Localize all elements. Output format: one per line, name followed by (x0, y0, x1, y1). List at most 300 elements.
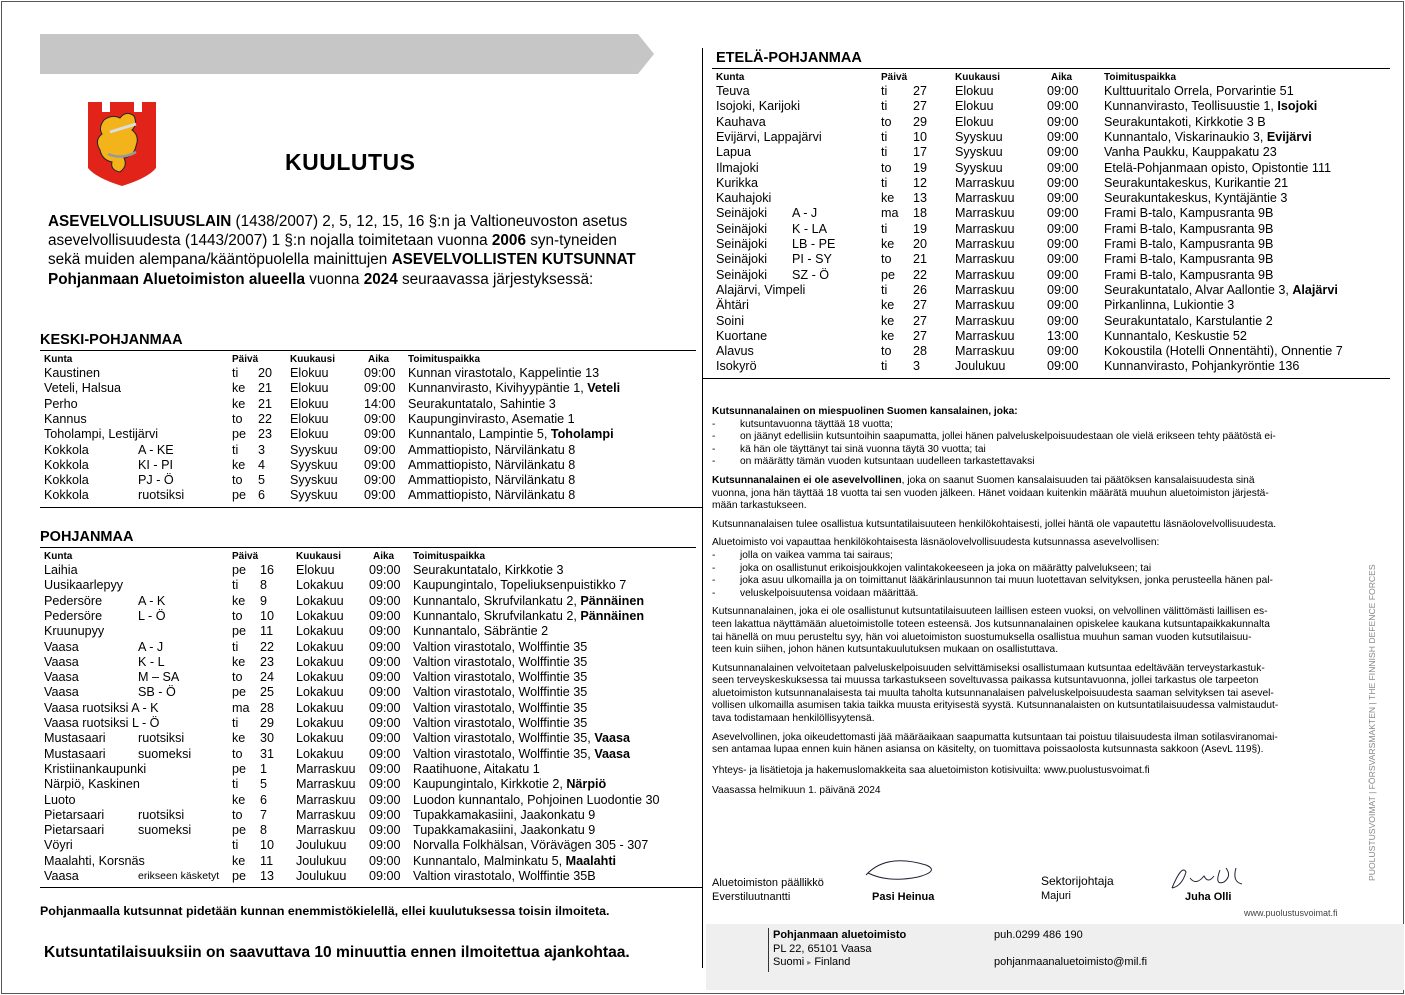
cell-day: 27 (913, 313, 928, 328)
cell-day: 22 (260, 639, 275, 654)
cell-day: 25 (260, 685, 275, 700)
section-rule-bottom (40, 887, 702, 888)
cell-time: 09:00 (369, 792, 401, 807)
cell-kunta: Lapua (716, 145, 752, 160)
cell-day: 27 (913, 99, 928, 114)
cell-wd: ti (232, 777, 239, 792)
cell-wd: ti (881, 359, 888, 374)
cell-place: Vanha Paukku, Kauppakatu 23 (1104, 145, 1277, 160)
section-title: ETELÄ-POHJANMAA (716, 50, 862, 66)
cell-sub: K - LA (792, 221, 827, 236)
cell-wd: ke (881, 298, 895, 313)
cell-wd: ma (881, 206, 899, 221)
cell-kunta: Kaustinen (44, 366, 101, 380)
cell-place: Kunnantalo, Skrufvilankatu 2, Pännäinen (413, 593, 645, 608)
cell-day: 26 (913, 282, 928, 297)
cell-kunta: Kristiinankaupunki (44, 761, 147, 776)
cell-sub: A - KE (138, 442, 174, 457)
cell-wd: pe (232, 761, 247, 776)
info-p9: Vaasassa helmikuun 1. päivänä 2024 (712, 785, 881, 797)
cell-month: Elokuu (955, 114, 994, 129)
cell-month: Lokakuu (296, 639, 344, 654)
list-item: - kutsuntavuonna täyttää 18 vuotta; (712, 418, 893, 430)
cell-time: 09:00 (369, 807, 401, 822)
cell-wd: ke (232, 593, 246, 608)
arrival-note: Kutsuntatilaisuuksiin on saavuttava 10 minuuttia ennen ilmoitettua ajankohtaa. (44, 944, 630, 961)
column-header-paiva: Päivä (232, 354, 259, 365)
footer-country: Suomi ▸ Finland (773, 956, 851, 968)
section-rule-top (40, 350, 696, 351)
cell-place: Luodon kunnantalo, Pohjoinen Luodontie 30 (413, 792, 660, 807)
cell-time: 09:00 (369, 761, 401, 776)
cell-kunta: Seinäjoki (716, 237, 768, 251)
column-header-kunta: Kunta (44, 551, 73, 562)
cell-month: Marraskuu (955, 191, 1015, 206)
cell-wd: ti (881, 84, 888, 98)
cell-time: 09:00 (369, 700, 401, 715)
cell-place: Valtion virastotalo, Wolffintie 35 (413, 700, 588, 715)
cell-time: 09:00 (364, 473, 396, 488)
cell-kunta: Soini (716, 313, 745, 328)
cell-kunta: Kauhava (716, 114, 766, 129)
cell-wd: pe (232, 624, 247, 639)
cell-time: 09:00 (1047, 267, 1079, 282)
cell-kunta: Vaasa ruotsiksi L - Ö (44, 716, 160, 730)
cell-day: 8 (260, 578, 268, 593)
cell-place: Frami B-talo, Kampusranta 9B (1104, 267, 1274, 282)
cell-day: 20 (913, 237, 928, 251)
cell-wd: to (232, 411, 243, 426)
signature-right-name: Juha Olli (1185, 891, 1232, 903)
cell-place: Kokoustila (Hotelli Onnentähti), Onnentie 7 (1104, 344, 1343, 359)
cell-time: 09:00 (1047, 129, 1079, 144)
cell-wd: ke (232, 853, 246, 868)
column-header-aika: Aika (1051, 72, 1073, 83)
column-header-aika: Aika (368, 354, 390, 365)
cell-time: 13:00 (1047, 328, 1079, 343)
cell-month: Marraskuu (296, 823, 356, 838)
cell-place: Ammattiopisto, Närvilänkatu 8 (408, 457, 576, 472)
info-p6: Kutsunnanalainen velvoitetaan palveluskelpoisuuden selvittämiseksi osallistumaan kutsuntaa edeltävään terveystarkastuk- seen terveyskeskuksessa tai muussa tarkastukseen soveltuvassa paikassa kutsuntavuonna, jollei tarkastus ole tarpeeton aluetoimiston kutsunnanalaisesta tai muulta taholta kutsunnanalaisen palveluskelpoisuudesta saaman selvityksen tai asevel- vollisen ulkomailla asumisen takia taikka muusta erityisestä syystä. Kutsunnanalaisten on kutsuntatilaisuudessa valmistaudut- tava todistamaan henkilöllisyytensä. (712, 662, 1279, 725)
cell-time: 09:00 (1047, 282, 1079, 297)
cell-kunta: Vaasa (44, 685, 79, 700)
cell-wd: ti (232, 716, 239, 730)
cell-time: 09:00 (369, 670, 401, 685)
cell-time: 09:00 (369, 578, 401, 593)
cell-month: Lokakuu (296, 593, 344, 608)
cell-time: 09:00 (1047, 252, 1079, 267)
cell-kunta: Evijärvi, Lappajärvi (716, 129, 822, 144)
list-item: - jolla on vaikea vamma tai sairaus; (712, 549, 893, 561)
cell-wd: pe (881, 267, 896, 282)
cell-place: Tupakkamakasiini, Jaakonkatu 9 (413, 823, 596, 838)
cell-kunta: Seinäjoki (716, 221, 768, 236)
cell-kunta: Ilmajoki (716, 160, 759, 175)
info-p7: Asevelvollinen, joka oikeudettomasti jää määräaikaan saapumatta kutsuntaan tai poistuu tilaisuudesta ilman sotilasviranomai- sen antamaa lupaa ennen kuin hänen asiansa on käsitelty, on tuomittava poissaolosta kutsunnasta sakkoon (AsevL 119§). (712, 731, 1278, 756)
cell-time: 09:00 (369, 823, 401, 838)
cell-day: 5 (258, 473, 266, 488)
cell-sub: K - L (138, 654, 165, 669)
cell-month: Marraskuu (955, 206, 1015, 221)
signature-left-name: Pasi Heinua (872, 891, 935, 903)
cell-wd: pe (232, 427, 247, 442)
cell-wd: ti (881, 129, 888, 144)
cell-sub: suomeksi (138, 746, 192, 761)
cell-day: 29 (260, 716, 275, 730)
cell-time: 09:00 (1047, 175, 1079, 190)
cell-wd: to (232, 473, 243, 488)
cell-time: 09:00 (369, 746, 401, 761)
column-header-paikka: Toimituspaikka (408, 354, 481, 365)
cell-place: Valtion virastotalo, Wolffintie 35B (413, 869, 596, 883)
cell-place: Kunnantalo, Skrufvilankatu 2, Pännäinen (413, 608, 645, 623)
cell-kunta: Isokyrö (716, 359, 757, 374)
column-header-aika: Aika (373, 551, 395, 562)
cell-time: 09:00 (1047, 145, 1079, 160)
cell-sub: suomeksi (138, 823, 192, 838)
cell-day: 6 (258, 488, 266, 503)
cell-sub: A - K (138, 593, 166, 608)
cell-month: Joulukuu (296, 869, 347, 883)
cell-place: Pirkanlinna, Lukiontie 3 (1104, 298, 1235, 313)
cell-sub: A - J (792, 206, 818, 221)
cell-kunta: Seinäjoki (716, 267, 768, 282)
cell-month: Elokuu (290, 381, 329, 396)
cell-place: Valtion virastotalo, Wolffintie 35 (413, 685, 588, 700)
cell-day: 10 (260, 838, 275, 853)
cell-day: 12 (913, 175, 928, 190)
cell-time: 09:00 (369, 731, 401, 746)
cell-time: 09:00 (364, 381, 396, 396)
cell-kunta: Kannus (44, 411, 87, 426)
cell-kunta: Pietarsaari (44, 823, 105, 838)
cell-sub: M – SA (138, 670, 180, 685)
cell-kunta: Kurikka (716, 175, 758, 190)
cell-month: Elokuu (290, 366, 329, 380)
cell-month: Syyskuu (955, 145, 1003, 160)
signature-right-role: Sektorijohtaja Majuri (1041, 874, 1114, 902)
info-p5: Kutsunnanalainen, joka ei ole osallistunut kutsuntatilaisuuteen laillisen esteen vuoksi, on velvollinen välittömästi laillisen es- teen lakattua näyttämään aluetoimistolle toteen esteensä. Jos kutsunnanalainen opiskelee kaukana kutsuntapaikkakunnalta tai hänellä on muu perusteltu syy, hän voi aluetoimiston suostumuksella osallistua muuhun saman vuoden kutsutilaisuu- teen kuin siihen, johon hänen kutsuntakuulutuksen mukaan on osallistuttava. (712, 606, 1270, 656)
cell-place: Seurakuntakeskus, Kyntäjäntie 3 (1104, 191, 1288, 206)
cell-wd: ke (232, 654, 246, 669)
cell-place: Kunnantalo, Viskarinaukio 3, Evijärvi (1104, 129, 1312, 144)
cell-kunta: Mustasaari (44, 731, 106, 746)
cell-time: 09:00 (1047, 99, 1079, 114)
cell-wd: to (881, 160, 892, 175)
cell-place: Kunnanvirasto, Teollisuustie 1, Isojoki (1104, 99, 1318, 114)
cell-place: Kunnantalo, Säbräntie 2 (413, 624, 549, 639)
cell-wd: ke (881, 328, 895, 343)
cell-time: 09:00 (369, 593, 401, 608)
info-p4: Aluetoimisto voi vapauttaa henkilökohtaisesta läsnäolovelvollisuudesta kutsunnassa asevelvollisen: (712, 537, 1160, 549)
cell-sub: A - J (138, 639, 164, 654)
cell-kunta: Maalahti, Korsnäs (44, 853, 145, 868)
cell-place: Ammattiopisto, Närvilänkatu 8 (408, 442, 576, 457)
cell-month: Lokakuu (296, 700, 344, 715)
cell-wd: ti (232, 838, 239, 853)
cell-day: 3 (258, 442, 266, 457)
cell-kunta: Perho (44, 396, 78, 411)
cell-day: 27 (913, 298, 928, 313)
column-header-paiva: Päivä (232, 551, 259, 562)
cell-wd: ti (881, 99, 888, 114)
cell-place: Kunnantalo, Keskustie 52 (1104, 328, 1247, 343)
cell-kunta: Kauhajoki (716, 191, 772, 206)
cell-day: 24 (260, 670, 275, 685)
cell-wd: ke (232, 381, 246, 396)
cell-day: 21 (258, 396, 273, 411)
cell-time: 09:00 (369, 777, 401, 792)
cell-place: Frami B-talo, Kampusranta 9B (1104, 237, 1274, 251)
cell-time: 09:00 (369, 838, 401, 853)
cell-time: 09:00 (1047, 206, 1079, 221)
coat-of-arms-logo (84, 102, 160, 186)
cell-time: 09:00 (1047, 84, 1079, 98)
cell-wd: ti (232, 442, 239, 457)
cell-kunta: Uusikaarlepyy (44, 578, 124, 593)
cell-month: Syyskuu (290, 473, 338, 488)
column-header-kunta: Kunta (44, 354, 73, 365)
cell-month: Elokuu (296, 563, 335, 577)
cell-month: Marraskuu (296, 777, 356, 792)
cell-day: 28 (913, 344, 928, 359)
cell-kunta: Kokkola (44, 442, 89, 457)
cell-kunta: Teuva (716, 84, 750, 98)
cell-place: Valtion virastotalo, Wolffintie 35 (413, 639, 588, 654)
cell-time: 09:00 (369, 685, 401, 700)
cell-place: Frami B-talo, Kampusranta 9B (1104, 206, 1274, 221)
cell-sub: KI - PI (138, 457, 173, 472)
cell-wd: to (881, 344, 892, 359)
cell-wd: ke (232, 792, 246, 807)
cell-kunta: Kuortane (716, 328, 768, 343)
cell-month: Marraskuu (296, 792, 356, 807)
cell-month: Marraskuu (955, 313, 1015, 328)
cell-day: 20 (258, 366, 273, 380)
cell-wd: pe (232, 823, 247, 838)
cell-wd: to (232, 608, 243, 623)
cell-month: Joulukuu (296, 853, 347, 868)
cell-month: Lokakuu (296, 670, 344, 685)
cell-month: Marraskuu (296, 807, 356, 822)
language-note: Pohjanmaalla kutsunnat pidetään kunnan enemmistökielellä, ellei kuulutuksessa toisin ilmoiteta. (40, 904, 610, 918)
cell-place: Seurakuntatalo, Kirkkotie 3 (413, 563, 564, 577)
list-item: - on jäänyt edellisiin kutsuntoihin saapumatta, jollei hänen palveluskelpoisuudestaan ole vielä erikseen tehty päätöstä ei- (712, 431, 1276, 443)
cell-wd: ti (881, 175, 888, 190)
list-item: - joka asuu ulkomailla ja on toimittanut lääkärinlausunnon tai muun luotettavan selvityksen, jonka perusteella hänen pal- (712, 575, 1273, 587)
cell-kunta: Pietarsaari (44, 807, 105, 822)
cell-day: 7 (260, 807, 268, 822)
cell-time: 09:00 (369, 608, 401, 623)
cell-sub: PI - SY (792, 252, 832, 267)
cell-month: Elokuu (955, 84, 994, 98)
cell-month: Elokuu (955, 99, 994, 114)
cell-month: Marraskuu (955, 221, 1015, 236)
cell-time: 09:00 (1047, 237, 1079, 251)
cell-kunta: Alavus (716, 344, 754, 359)
cell-time: 09:00 (364, 457, 396, 472)
cell-month: Marraskuu (296, 761, 356, 776)
info-p2: Kutsunnanalainen ei ole asevelvollinen, joka on saanut Suomen kansalaisuuden tai päätöksen kansalaisuudesta sinä vuonna, jona hän täyttää 18 vuotta tai sen vuoden jälkeen. Hänet voidaan kuitenkin määrätä muuhun aluetoimiston järjestä- mään tarkastukseen. (712, 474, 1269, 512)
cell-kunta: Vaasa ruotsiksi A - K (44, 700, 159, 715)
column-divider (702, 48, 703, 968)
cell-wd: ke (232, 457, 246, 472)
header-banner (40, 34, 654, 74)
cell-day: 1 (260, 761, 268, 776)
cell-place: Kaupungintalo, Topeliuksenpuistikko 7 (413, 578, 627, 593)
cell-month: Marraskuu (955, 237, 1015, 251)
cell-place: Seurakuntakeskus, Kurikantie 21 (1104, 175, 1289, 190)
cell-place: Kunnantalo, Lampintie 5, Toholampi (408, 427, 614, 442)
cell-month: Marraskuu (955, 175, 1015, 190)
cell-wd: pe (232, 488, 247, 503)
cell-wd: to (232, 807, 243, 822)
list-item: - joka on osallistunut erikoisjoukkojen valintakokeeseen ja joka on määrätty palvelukseen; tai (712, 562, 1152, 574)
cell-sub: SZ - Ö (792, 267, 830, 282)
cell-time: 14:00 (364, 396, 396, 411)
cell-time: 09:00 (364, 411, 396, 426)
cell-kunta: Isojoki, Karijoki (716, 99, 800, 114)
cell-month: Lokakuu (296, 685, 344, 700)
cell-wd: ti (881, 221, 888, 236)
footer-org: Pohjanmaan aluetoimisto (773, 929, 907, 941)
cell-time: 09:00 (364, 488, 396, 503)
cell-month: Lokakuu (296, 624, 344, 639)
cell-wd: to (881, 252, 892, 267)
footer-address: PL 22, 65101 Vaasa (773, 943, 872, 955)
cell-time: 09:00 (364, 366, 396, 380)
column-header-kunta: Kunta (716, 72, 745, 83)
cell-kunta: Kokkola (44, 457, 89, 472)
info-text (712, 406, 1357, 798)
cell-place: Kunnanvirasto, Pohjankyröntie 136 (1104, 359, 1300, 374)
cell-month: Lokakuu (296, 716, 344, 730)
cell-day: 21 (258, 381, 273, 396)
cell-day: 10 (260, 608, 275, 623)
cell-month: Elokuu (290, 427, 329, 442)
cell-wd: ti (232, 578, 239, 593)
cell-sub: erikseen käsketyt (138, 870, 220, 882)
cell-time: 09:00 (1047, 114, 1079, 129)
cell-kunta: Vaasa (44, 869, 79, 883)
website-link[interactable]: www.puolustusvoimat.fi (1244, 908, 1338, 918)
footer-phone: puh.0299 486 190 (994, 929, 1083, 941)
cell-time: 09:00 (1047, 298, 1079, 313)
list-item: - kä hän ole täyttänyt tai sinä vuonna täytä 30 vuotta; tai (712, 443, 986, 455)
cell-place: Seurakuntatalo, Karstulantie 2 (1104, 313, 1273, 328)
cell-place: Valtion virastotalo, Wolffintie 35 (413, 716, 588, 730)
cell-day: 23 (258, 427, 273, 442)
cell-kunta: Mustasaari (44, 746, 106, 761)
cell-place: Kaupunginvirasto, Asematie 1 (408, 411, 575, 426)
cell-time: 09:00 (1047, 344, 1079, 359)
signature-left-role: Aluetoimiston päällikkö Everstiluutnantti (712, 877, 824, 903)
cell-day: 30 (260, 731, 275, 746)
section-rule-bottom (40, 507, 702, 508)
cell-time: 09:00 (1047, 359, 1079, 374)
cell-month: Syyskuu (290, 457, 338, 472)
cell-place: Kaupungintalo, Kirkkotie 2, Närpiö (413, 777, 607, 792)
cell-place: Tupakkamakasiini, Jaakonkatu 9 (413, 807, 596, 822)
cell-place: Kunnantalo, Malminkatu 5, Maalahti (413, 853, 617, 868)
cell-month: Elokuu (290, 411, 329, 426)
cell-place: Kunnanvirasto, Kivihyypäntie 1, Veteli (408, 381, 621, 396)
cell-month: Lokakuu (296, 654, 344, 669)
cell-place: Seurakuntakoti, Kirkkotie 3 B (1104, 114, 1266, 129)
cell-wd: to (232, 746, 243, 761)
cell-day: 17 (913, 145, 928, 160)
cell-wd: pe (232, 563, 247, 577)
cell-place: Valtion virastotalo, Wolffintie 35 (413, 670, 588, 685)
cell-time: 09:00 (364, 427, 396, 442)
cell-time: 09:00 (369, 639, 401, 654)
section-title: POHJANMAA (40, 529, 134, 545)
cell-day: 11 (260, 853, 274, 868)
cell-kunta: Luoto (44, 792, 76, 807)
cell-kunta: Närpiö, Kaskinen (44, 777, 140, 792)
cell-month: Marraskuu (955, 328, 1015, 343)
cell-day: 31 (260, 746, 275, 761)
cell-time: 09:00 (369, 853, 401, 868)
cell-place: Etelä-Pohjanmaan opisto, Opistontie 111 (1104, 160, 1332, 175)
cell-day: 22 (913, 267, 928, 282)
cell-day: 4 (258, 457, 266, 472)
info-p8: Yhteys- ja lisätietoja ja hakemuslomakkeita saa aluetoimiston kotisivuilta: www.puolustusvoimat.fi (712, 764, 1150, 776)
cell-month: Marraskuu (955, 298, 1015, 313)
cell-kunta: Vaasa (44, 670, 79, 685)
cell-day: 27 (913, 84, 928, 98)
cell-kunta: Pedersöre (44, 593, 103, 608)
cell-kunta: Seinäjoki (716, 206, 768, 221)
cell-time: 09:00 (1047, 221, 1079, 236)
cell-day: 19 (913, 160, 928, 175)
cell-time: 09:00 (1047, 191, 1079, 206)
cell-wd: to (232, 670, 243, 685)
cell-month: Lokakuu (296, 746, 344, 761)
cell-wd: ke (881, 237, 895, 251)
cell-place: Kunnan virastotalo, Kappelintie 13 (408, 366, 600, 380)
cell-day: 11 (260, 624, 274, 639)
column-header-kuukausi: Kuukausi (955, 72, 1001, 83)
cell-time: 09:00 (1047, 160, 1079, 175)
cell-month: Marraskuu (955, 344, 1015, 359)
cell-day: 3 (913, 359, 921, 374)
column-header-kuukausi: Kuukausi (296, 551, 342, 562)
footer-email[interactable]: pohjanmaanaluetoimisto@mil.fi (994, 956, 1148, 968)
cell-sub: SB - Ö (138, 685, 176, 700)
cell-day: 18 (913, 206, 928, 221)
section-rule-top (712, 68, 1390, 69)
cell-wd: ma (232, 700, 250, 715)
cell-wd: pe (232, 869, 247, 883)
cell-place: Raatihuone, Aitakatu 1 (413, 761, 540, 776)
cell-month: Syyskuu (955, 129, 1003, 144)
cell-day: 9 (260, 593, 268, 608)
cell-month: Marraskuu (955, 282, 1015, 297)
cell-kunta: Pedersöre (44, 608, 103, 623)
cell-wd: pe (232, 685, 247, 700)
signature-heinua (862, 855, 940, 885)
cell-day: 29 (913, 114, 928, 129)
cell-month: Marraskuu (955, 267, 1015, 282)
section-rule-top (40, 547, 696, 548)
cell-time: 09:00 (364, 442, 396, 457)
cell-kunta: Vaasa (44, 639, 79, 654)
cell-month: Lokakuu (296, 578, 344, 593)
cell-kunta: Veteli, Halsua (44, 381, 122, 396)
section-rule-bottom (702, 378, 1390, 379)
cell-sub: ruotsiksi (138, 488, 185, 503)
